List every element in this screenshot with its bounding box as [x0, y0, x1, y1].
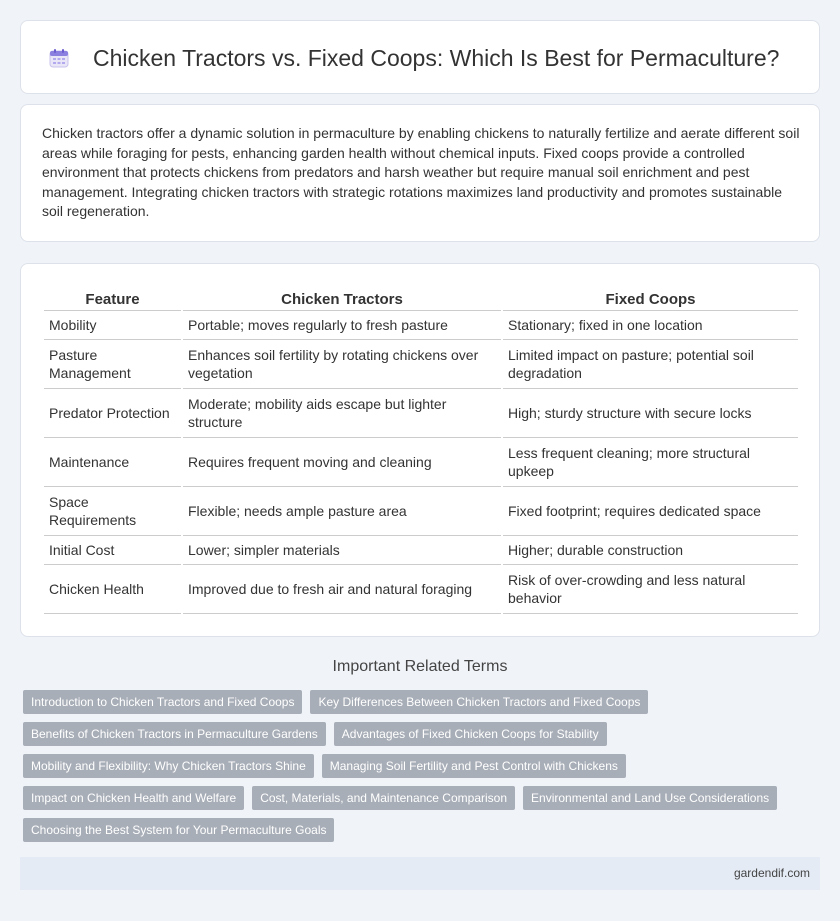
- coop-cell: High; sturdy structure with secure locks: [503, 389, 798, 438]
- feature-cell: Predator Protection: [44, 389, 181, 438]
- coop-cell: Limited impact on pasture; potential soil degradation: [503, 340, 798, 389]
- feature-cell: Pasture Management: [44, 340, 181, 389]
- tractor-cell: Lower; simpler materials: [183, 536, 501, 565]
- related-term-tag[interactable]: Cost, Materials, and Maintenance Comparison: [252, 786, 515, 810]
- related-term-tag[interactable]: Environmental and Land Use Considerations: [523, 786, 777, 810]
- feature-cell: Space Requirements: [44, 487, 181, 536]
- table-row: [44, 389, 798, 438]
- related-term-tag[interactable]: Impact on Chicken Health and Welfare: [23, 786, 244, 810]
- page-title: Chicken Tractors vs. Fixed Coops: Which Is Best for Permaculture?: [93, 45, 780, 71]
- header-feature: Feature: [44, 287, 181, 311]
- table-row: [44, 487, 798, 536]
- table-row: [44, 565, 798, 614]
- footer-site-link[interactable]: gardendif.com: [733, 866, 810, 880]
- related-terms-title: Important Related Terms: [332, 658, 508, 675]
- header-card: [20, 20, 820, 94]
- tag-row: [23, 690, 823, 714]
- coop-cell: Stationary; fixed in one location: [503, 311, 798, 340]
- tag-row: [23, 722, 823, 746]
- table-row: [44, 311, 798, 340]
- comparison-card: [20, 263, 820, 637]
- comparison-table: [42, 287, 800, 614]
- related-term-tag[interactable]: Managing Soil Fertility and Pest Control with Chickens: [322, 754, 626, 778]
- footer: [20, 857, 820, 890]
- table-header-row: [44, 287, 798, 311]
- related-term-tag[interactable]: Key Differences Between Chicken Tractors and Fixed Coops: [310, 690, 648, 714]
- table-row: [44, 438, 798, 487]
- table-row: [44, 536, 798, 565]
- tractor-cell: Enhances soil fertility by rotating chickens over vegetation: [183, 340, 501, 389]
- table-row: [44, 340, 798, 389]
- tag-row: [23, 786, 823, 810]
- related-term-tag[interactable]: Mobility and Flexibility: Why Chicken Tractors Shine: [23, 754, 314, 778]
- header-fixed-coops: Fixed Coops: [503, 287, 798, 311]
- calendar-icon: [49, 48, 69, 68]
- feature-cell: Chicken Health: [44, 565, 181, 614]
- related-terms-list: [23, 690, 823, 850]
- related-term-tag[interactable]: Choosing the Best System for Your Permaculture Goals: [23, 818, 334, 842]
- feature-cell: Initial Cost: [44, 536, 181, 565]
- tag-row: [23, 754, 823, 778]
- coop-cell: Risk of over-crowding and less natural behavior: [503, 565, 798, 614]
- header-chicken-tractors: Chicken Tractors: [183, 287, 501, 311]
- coop-cell: Less frequent cleaning; more structural upkeep: [503, 438, 798, 487]
- feature-cell: Mobility: [44, 311, 181, 340]
- intro-card: [20, 104, 820, 242]
- related-term-tag[interactable]: Benefits of Chicken Tractors in Permaculture Gardens: [23, 722, 326, 746]
- intro-paragraph: Chicken tractors offer a dynamic solution in permaculture by enabling chickens to naturally fertilize and aerate different soil areas while foraging for pests, enhancing garden health without chemical inputs. Fixed coops provide a controlled environment that protects chickens from predators and harsh weather but require manual soil enrichment and pest management. Integrating chicken tractors with strategic rotations maximizes land productivity and promotes sustainable soil regeneration.: [42, 125, 800, 219]
- feature-cell: Maintenance: [44, 438, 181, 487]
- tractor-cell: Moderate; mobility aids escape but lighter structure: [183, 389, 501, 438]
- coop-cell: Higher; durable construction: [503, 536, 798, 565]
- tractor-cell: Portable; moves regularly to fresh pasture: [183, 311, 501, 340]
- tag-row: [23, 818, 823, 842]
- related-term-tag[interactable]: Advantages of Fixed Chicken Coops for Stability: [334, 722, 607, 746]
- coop-cell: Fixed footprint; requires dedicated space: [503, 487, 798, 536]
- tractor-cell: Improved due to fresh air and natural foraging: [183, 565, 501, 614]
- tractor-cell: Flexible; needs ample pasture area: [183, 487, 501, 536]
- related-term-tag[interactable]: Introduction to Chicken Tractors and Fixed Coops: [23, 690, 302, 714]
- tractor-cell: Requires frequent moving and cleaning: [183, 438, 501, 487]
